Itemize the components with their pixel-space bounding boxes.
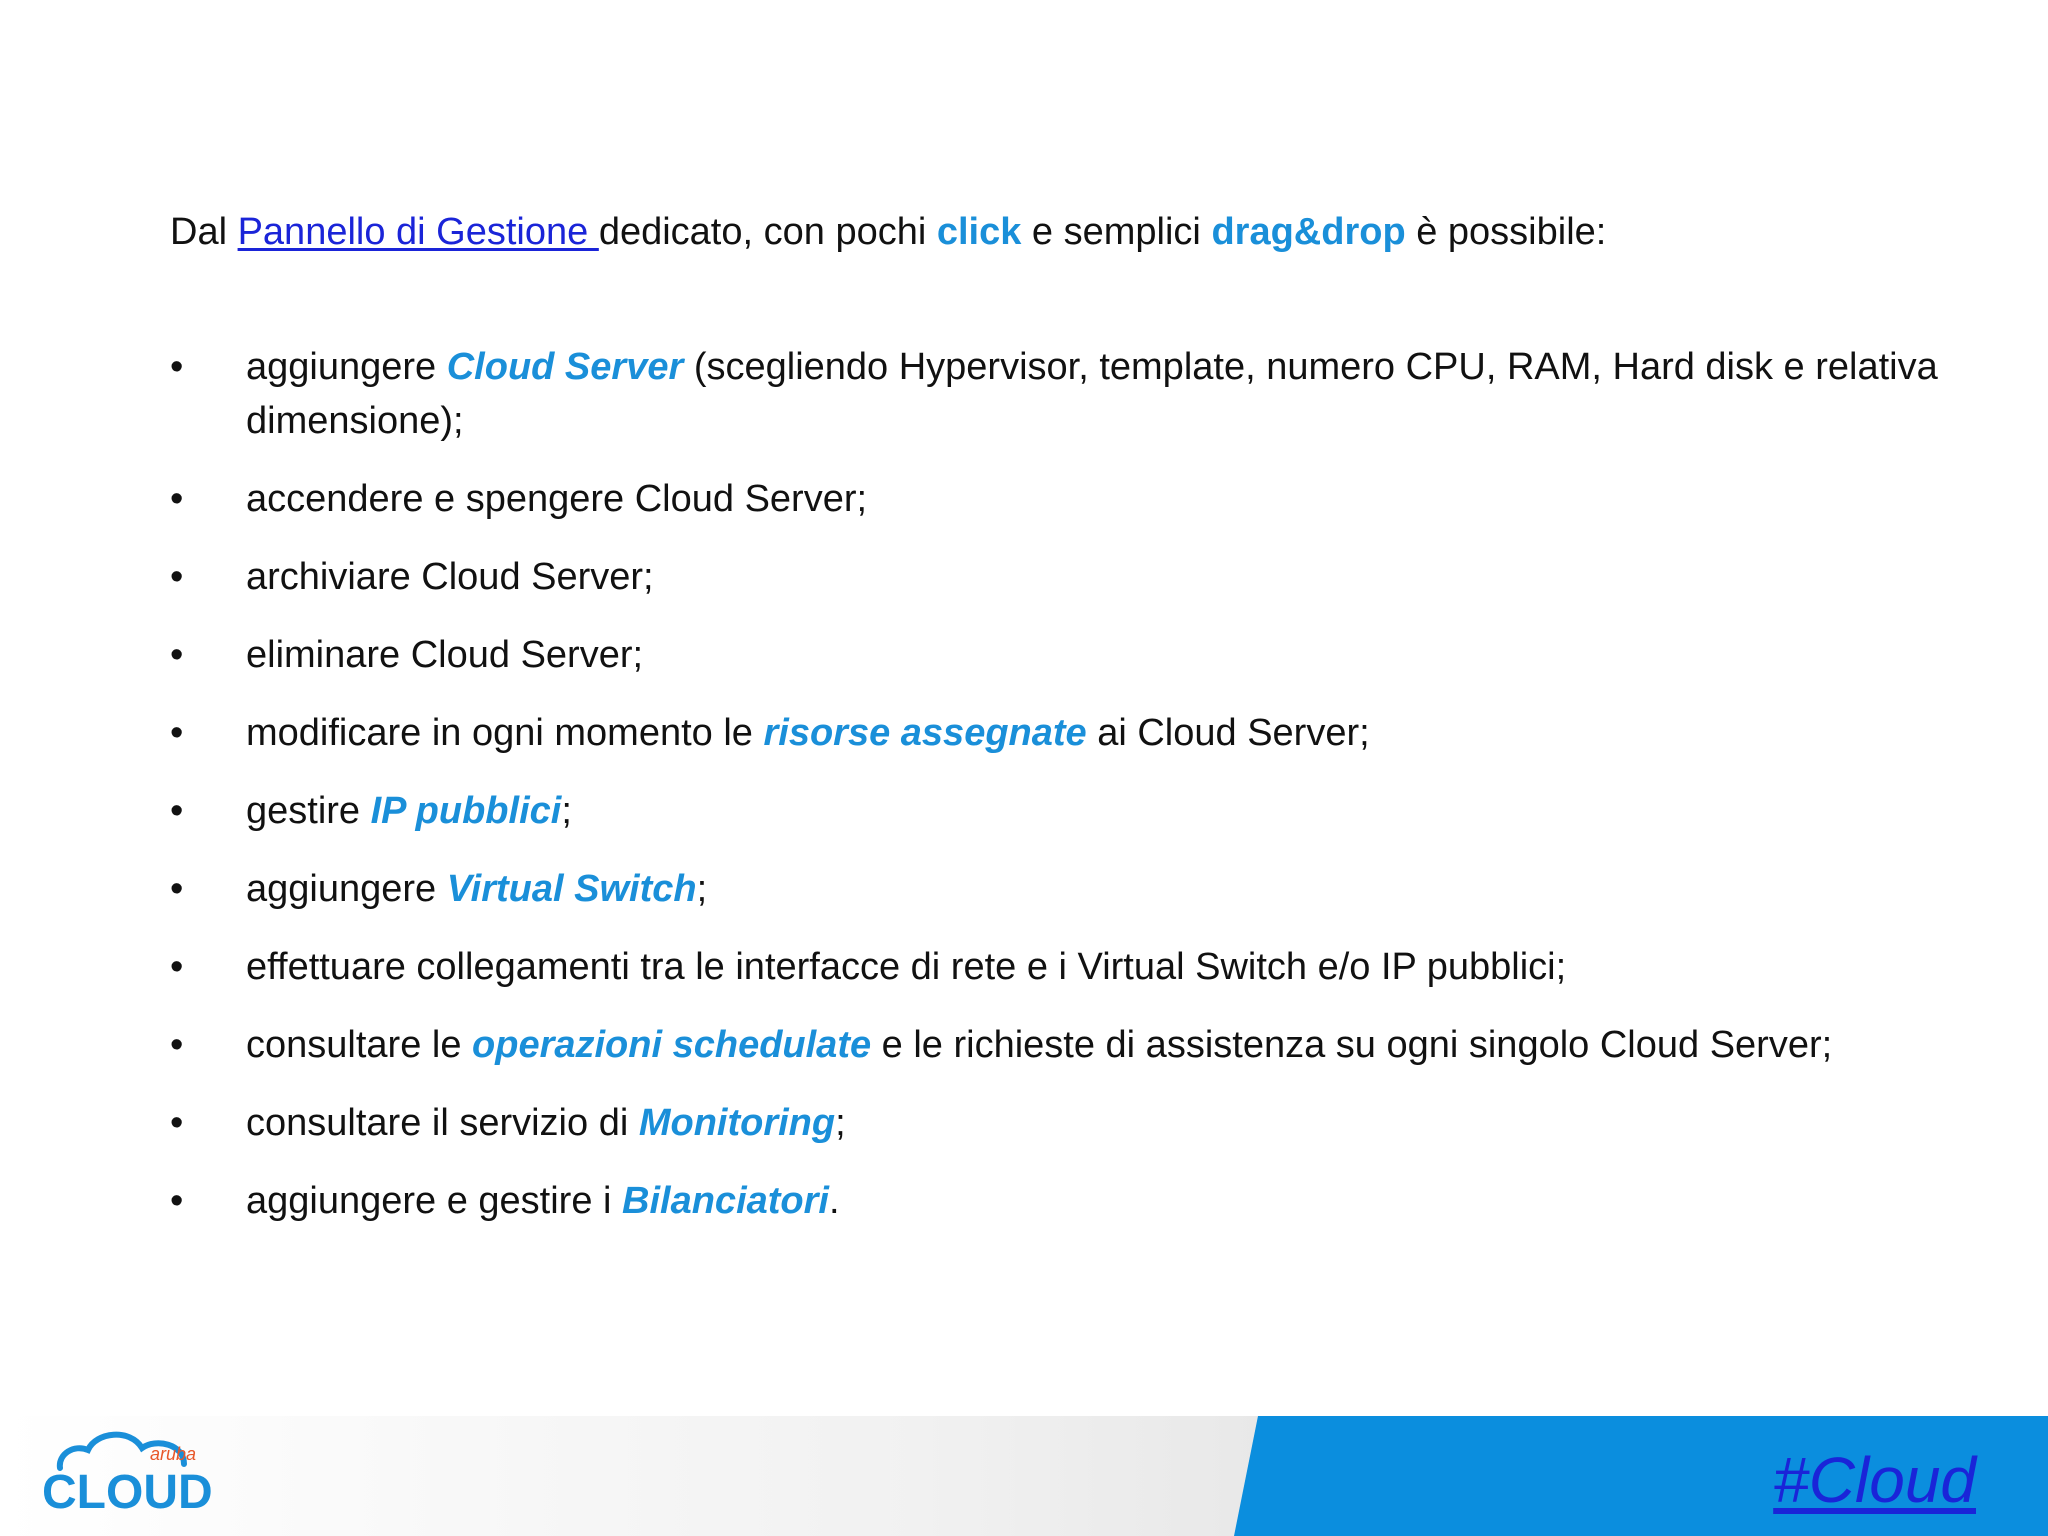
list-item-text: eliminare Cloud Server; xyxy=(246,634,644,676)
list-item-text: aggiungere xyxy=(246,868,447,910)
intro-middle2: e semplici xyxy=(1021,211,1212,253)
list-item-highlight: IP pubblici xyxy=(370,790,562,832)
bullet-icon: • xyxy=(170,790,184,832)
pannello-di-gestione-link[interactable]: Pannello di Gestione xyxy=(237,211,599,253)
list-item-text: . xyxy=(828,1180,840,1222)
bullet-icon: • xyxy=(170,946,184,988)
bullet-icon: • xyxy=(170,868,184,910)
list-item-text: accendere e spengere Cloud Server; xyxy=(246,478,868,520)
feature-list xyxy=(170,340,1950,1252)
intro-dragdrop-highlight: drag&drop xyxy=(1211,211,1406,253)
intro-click-highlight: click xyxy=(936,211,1022,253)
bullet-icon: • xyxy=(170,556,184,598)
logo-main-text: CLOUD xyxy=(42,1466,213,1514)
list-item-text: modificare in ogni momento le xyxy=(246,712,764,754)
list-item xyxy=(170,340,1950,448)
list-item xyxy=(170,706,1950,760)
list-item-text: consultare il servizio di xyxy=(246,1102,639,1144)
bullet-icon: • xyxy=(170,346,184,388)
logo-small-text: aruba xyxy=(150,1444,197,1464)
list-item-highlight: Cloud Server xyxy=(446,346,684,388)
list-item xyxy=(170,1174,1950,1228)
bullet-icon: • xyxy=(170,712,184,754)
list-item-highlight: risorse assegnate xyxy=(763,712,1087,754)
hashtag-cloud-link[interactable]: #Cloud xyxy=(1773,1444,1976,1516)
intro-paragraph xyxy=(170,206,1970,258)
list-item-text: ; xyxy=(561,790,572,832)
list-item xyxy=(170,862,1950,916)
list-item xyxy=(170,784,1950,838)
intro-suffix: è possibile: xyxy=(1405,211,1607,253)
list-item-text: (scegliendo Hypervisor, template, numero CPU, RAM, Hard disk e relativa dimensione); xyxy=(246,346,1938,442)
list-item xyxy=(170,1018,1950,1072)
list-item xyxy=(170,940,1950,994)
bullet-icon: • xyxy=(170,478,184,520)
intro-middle: dedicato, con pochi xyxy=(598,211,937,253)
list-item xyxy=(170,1096,1950,1150)
list-item-text: gestire xyxy=(246,790,371,832)
list-item-text: effettuare collegamenti tra le interfacce di rete e i Virtual Switch e/o IP pubblici; xyxy=(246,946,1567,988)
list-item xyxy=(170,550,1950,604)
list-item-highlight: Bilanciatori xyxy=(622,1180,829,1222)
list-item-highlight: Virtual Switch xyxy=(446,868,697,910)
list-item-text: aggiungere xyxy=(246,346,447,388)
list-item-text: e le richieste di assistenza su ogni singolo Cloud Server; xyxy=(871,1024,1833,1066)
list-item-text: ai Cloud Server; xyxy=(1086,712,1370,754)
list-item-highlight: Monitoring xyxy=(638,1102,836,1144)
list-item-text: ; xyxy=(696,868,708,910)
bullet-icon: • xyxy=(170,634,184,676)
list-item xyxy=(170,472,1950,526)
list-item-text: archiviare Cloud Server; xyxy=(246,556,654,598)
intro-prefix: Dal xyxy=(170,211,238,253)
aruba-cloud-logo xyxy=(38,1424,228,1514)
list-item-text: ; xyxy=(835,1102,846,1144)
list-item-highlight: operazioni schedulate xyxy=(472,1024,872,1066)
list-item-text: consultare le xyxy=(246,1024,473,1066)
list-item xyxy=(170,628,1950,682)
bullet-icon: • xyxy=(170,1180,184,1222)
bullet-icon: • xyxy=(170,1024,184,1066)
list-item-text: aggiungere e gestire i xyxy=(246,1180,623,1222)
bullet-icon: • xyxy=(170,1102,184,1144)
